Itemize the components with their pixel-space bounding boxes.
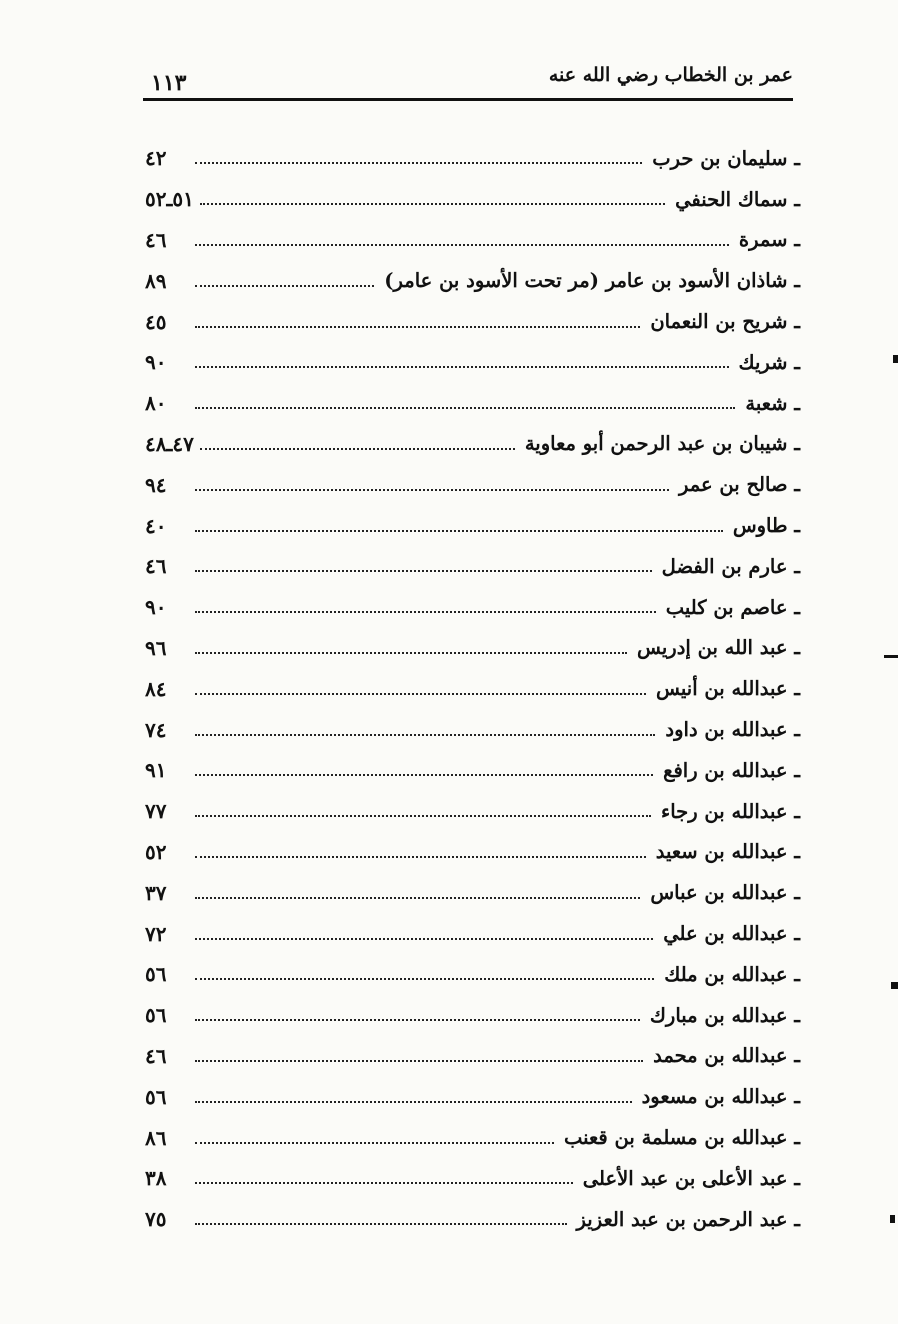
- entry-page-number: ٥٦: [145, 962, 167, 987]
- entry-name: ـ عبد الأعلى بن عبد الأعلى: [582, 1166, 800, 1190]
- entry-name: ـ طاوس: [732, 514, 800, 538]
- entry-page-number: ٨٠: [145, 391, 167, 416]
- entry-page-number: ٩١: [145, 758, 167, 783]
- entry-page-number: ٧٤: [145, 717, 167, 742]
- entry-page-number: ٩٠: [145, 595, 167, 620]
- margin-mark: [890, 1215, 895, 1223]
- index-entry: [145, 342, 800, 383]
- index-entry: [145, 832, 800, 873]
- dot-leader: [195, 1182, 573, 1184]
- index-list: [145, 138, 800, 1240]
- dot-leader: [195, 326, 640, 328]
- entry-name: ـ شريك: [738, 350, 800, 374]
- dot-leader: [195, 897, 640, 899]
- margin-mark: [891, 982, 898, 989]
- index-entry: [145, 587, 800, 628]
- index-entry: [145, 628, 800, 669]
- entry-page-number: ٨٦: [145, 1125, 167, 1150]
- dot-leader: [195, 734, 655, 736]
- entry-page-number: ٨٩: [145, 268, 167, 293]
- entry-name: ـ عبدالله بن مسلمة بن قعنب: [563, 1126, 800, 1150]
- dot-leader: [195, 652, 627, 654]
- entry-page-number: ٥٢: [145, 839, 167, 864]
- dot-leader: [195, 570, 652, 572]
- index-entry: [145, 791, 800, 832]
- margin-mark: [884, 655, 898, 658]
- entry-page-number: ٣٧: [145, 880, 167, 905]
- entry-page-number: ٥١ـ٥٢: [145, 187, 194, 212]
- index-entry: [145, 1199, 800, 1240]
- entry-page-number: ٣٨: [145, 1166, 167, 1191]
- entry-name: ـ عبدالله بن رجاء: [661, 799, 800, 823]
- index-entry: [145, 668, 800, 709]
- index-entry: [145, 138, 800, 179]
- entry-name: ـ صالح بن عمر: [678, 473, 800, 497]
- entry-name: ـ عاصم بن كليب: [665, 595, 800, 619]
- dot-leader: [195, 611, 656, 613]
- index-entry: [145, 464, 800, 505]
- margin-mark: [893, 355, 898, 363]
- entry-name: ـ عارم بن الفضل: [661, 554, 800, 578]
- index-entry: [145, 424, 800, 465]
- entry-name: ـ شعبة: [745, 391, 800, 415]
- entry-page-number: ٤٦: [145, 227, 167, 252]
- running-header-title: عمر بن الخطاب رضي الله عنه: [548, 64, 793, 86]
- running-header: [143, 58, 793, 98]
- index-entry: [145, 913, 800, 954]
- entry-name: ـ شريح بن النعمان: [650, 310, 800, 334]
- entry-page-number: ٤٦: [145, 1043, 167, 1068]
- entry-name: ـ عبدالله بن مسعود: [641, 1085, 800, 1109]
- entry-page-number: ٩٦: [145, 635, 167, 660]
- index-entry: [145, 505, 800, 546]
- dot-leader: [200, 203, 665, 205]
- index-entry: [145, 954, 800, 995]
- entry-name: ـ عبدالله بن رافع: [663, 758, 800, 782]
- index-entry: [145, 301, 800, 342]
- dot-leader: [195, 815, 651, 817]
- dot-leader: [195, 407, 735, 409]
- index-entry: [145, 260, 800, 301]
- entry-name: ـ عبد الرحمن بن عبد العزيز: [576, 1207, 800, 1231]
- entry-page-number: ٤٧ـ٤٨: [145, 431, 194, 456]
- header-divider: [143, 98, 793, 101]
- entry-name: ـ عبدالله بن ملك: [664, 962, 800, 986]
- index-entry: [145, 383, 800, 424]
- dot-leader: [195, 1019, 640, 1021]
- dot-leader: [195, 1101, 632, 1103]
- entry-page-number: ٨٤: [145, 676, 167, 701]
- dot-leader: [195, 978, 654, 980]
- entry-name: ـ سماك الحنفي: [675, 187, 800, 211]
- entry-name: ـ عبدالله بن سعيد: [655, 840, 800, 864]
- entry-name: ـ سمرة: [738, 228, 800, 252]
- entry-name: ـ عبدالله بن أنيس: [656, 677, 800, 701]
- entry-page-number: ٩٠: [145, 350, 167, 375]
- entry-page-number: ٤٠: [145, 513, 167, 538]
- entry-name: ـ شاذان الأسود بن عامر (مر تحت الأسود بن عامر): [384, 269, 800, 293]
- index-entry: [145, 995, 800, 1036]
- index-entry: [145, 750, 800, 791]
- dot-leader: [195, 1223, 567, 1225]
- dot-leader: [195, 244, 729, 246]
- entry-name: ـ عبد الله بن إدريس: [637, 636, 800, 660]
- dot-leader: [195, 285, 374, 287]
- dot-leader: [195, 162, 642, 164]
- entry-name: ـ عبدالله بن مبارك: [649, 1003, 800, 1027]
- index-entry: [145, 872, 800, 913]
- index-entry: [145, 179, 800, 220]
- dot-leader: [200, 448, 515, 450]
- index-entry: [145, 546, 800, 587]
- dot-leader: [195, 693, 646, 695]
- entry-page-number: ٤٢: [145, 146, 167, 171]
- entry-name: ـ عبدالله بن داود: [665, 718, 800, 742]
- entry-page-number: ٧٢: [145, 921, 167, 946]
- entry-page-number: ٥٦: [145, 1003, 167, 1028]
- index-entry: [145, 1036, 800, 1077]
- entry-name: ـ عبدالله بن عباس: [650, 881, 800, 905]
- entry-page-number: ٧٥: [145, 1207, 167, 1232]
- index-entry: [145, 220, 800, 261]
- dot-leader: [195, 1060, 643, 1062]
- page-number: ١١٣: [151, 70, 187, 96]
- entry-name: ـ عبدالله بن محمد: [653, 1044, 800, 1068]
- entry-page-number: ٩٤: [145, 472, 167, 497]
- entry-page-number: ٧٧: [145, 799, 167, 824]
- dot-leader: [195, 366, 729, 368]
- entry-name: ـ شيبان بن عبد الرحمن أبو معاوية: [524, 432, 800, 456]
- entry-page-number: ٥٦: [145, 1084, 167, 1109]
- index-entry: [145, 1158, 800, 1199]
- dot-leader: [195, 856, 646, 858]
- dot-leader: [195, 1142, 554, 1144]
- dot-leader: [195, 774, 653, 776]
- entry-name: ـ سليمان بن حرب: [652, 146, 800, 170]
- dot-leader: [195, 938, 653, 940]
- index-entry: [145, 709, 800, 750]
- entry-page-number: ٤٥: [145, 309, 167, 334]
- entry-page-number: ٤٦: [145, 554, 167, 579]
- dot-leader: [195, 530, 723, 532]
- entry-name: ـ عبدالله بن علي: [663, 922, 800, 946]
- index-entry: [145, 1117, 800, 1158]
- dot-leader: [195, 489, 669, 491]
- index-entry: [145, 1076, 800, 1117]
